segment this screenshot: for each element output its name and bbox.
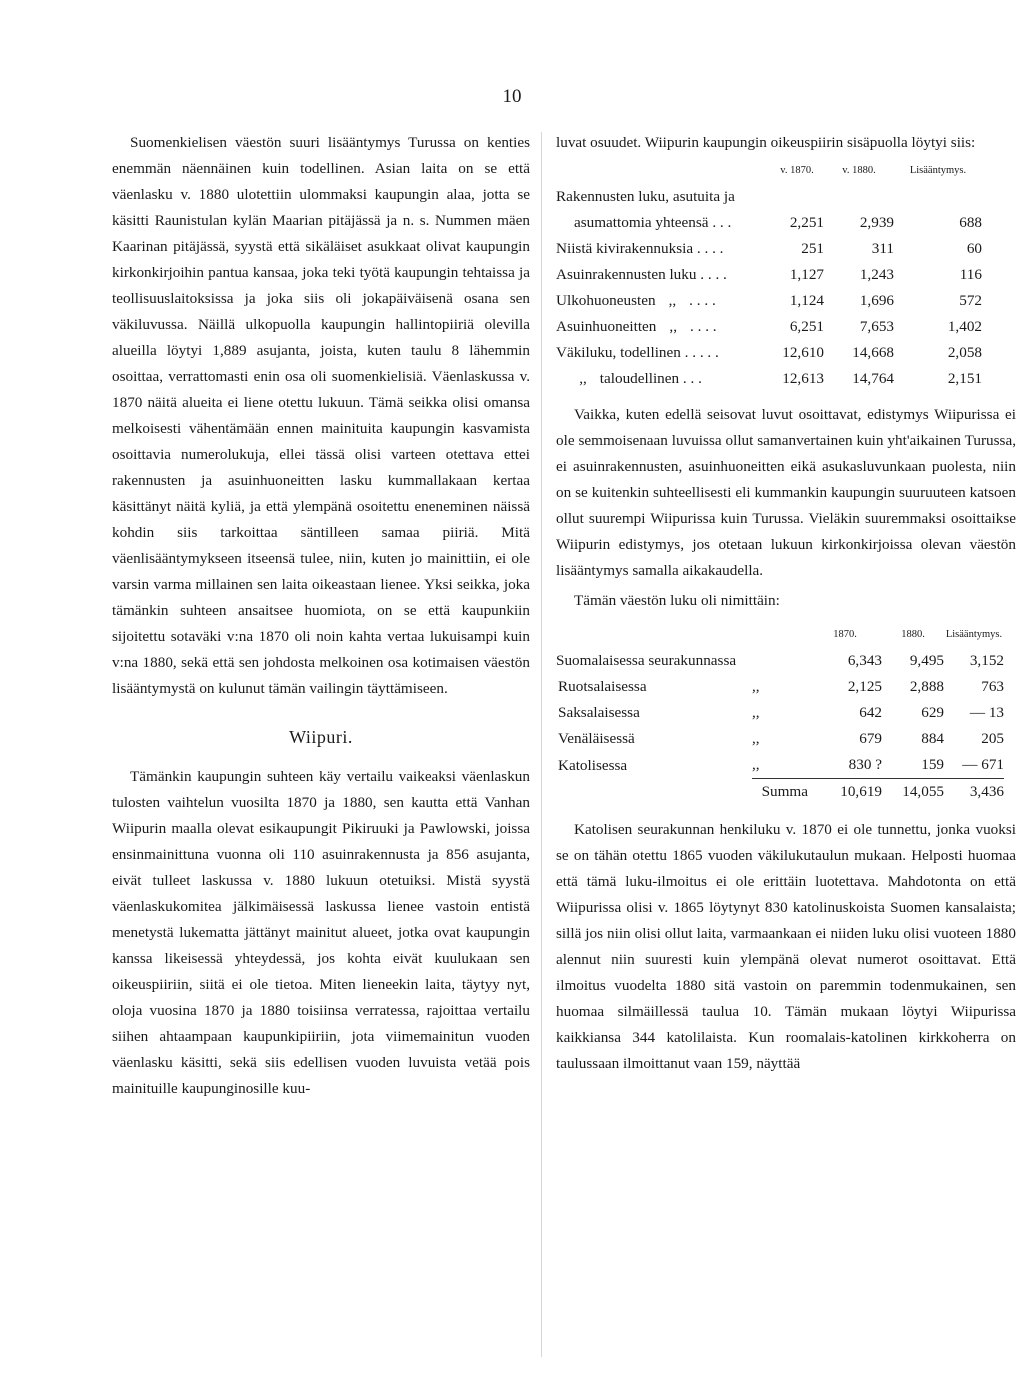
table-row (556, 236, 982, 262)
value-1880: 9,495 (909, 652, 944, 669)
column-header: v. 1880. (842, 165, 876, 176)
table-header-row (556, 158, 982, 184)
value-increase: 572 (959, 292, 982, 309)
value-1880: 1,696 (859, 292, 894, 309)
value-increase: 3,152 (969, 652, 1004, 669)
value-1870: 1,127 (789, 266, 824, 283)
section-heading-wiipuri: Wiipuri. (289, 727, 353, 747)
value-increase: 2,058 (947, 344, 982, 361)
table-sum-row (556, 779, 1004, 806)
sum-label: Summa (752, 779, 808, 806)
table-row (556, 700, 1004, 726)
value-1880: 159 (921, 756, 944, 773)
table-row (556, 366, 982, 392)
ditto-mark: ,, (752, 756, 760, 773)
column-header: Lisääntymys. (909, 165, 967, 176)
congregations-table (556, 622, 1004, 805)
ditto-mark: ,, (668, 292, 677, 309)
ditto-mark: ,, (752, 678, 760, 695)
table-row (556, 288, 982, 314)
value-1870: 679 (859, 730, 882, 747)
value-1870: 12,613 (782, 370, 824, 387)
right-column (556, 130, 1016, 1077)
value-1870: 251 (801, 240, 824, 257)
value-1870: 6,251 (789, 318, 824, 335)
value-increase: 688 (959, 214, 982, 231)
row-label: Ulkohuoneusten (556, 292, 656, 309)
table-row (556, 314, 982, 340)
column-header: 1880. (901, 629, 925, 640)
left-paragraph-1: Suomenkielisen väestön suuri lisääntymys Turussa on kenties enemmän näennäinen kuin todellinen. Asian laita on se että väenlasku v. 1880 ulotettiin ulommaksi kaupungin alaa, jotta se käsitti Raunistulan kylän Maarian pitäjässä ja n. s. Nummen mäen Kaarinan pitäjässä, syystä että sikäläiset asukkaat olivat kaupungin kirkonkirjoihin pantua kansaa, joka teki työtä kaupungin tehtaissa ja teollisuuslaitoksissa ja joka siis oli jokapäiväisenä osana sen väkiluvussa. Näillä ulkopuolla kaupungin hallintopiiriä olevilla alueilla löytyi 1,889 asujanta, joista, kuten taulu 8 lähemmin osoittaa, verrattomasti enin osa oli suomenkielisiä. Väenlaskussa v. 1870 näitä alueita ei liene otettu lukuun. Tämä seikka olisi omansa melkoisesti vähentämään ennen mainituita kaupungin kasvamista osoittavia numerolukuja, ellei tässä olisi varteen otettava ettei rakennusten ja asuinhuoneitten lasku kummallakaan kertaa käsittänyt näitä kyliä, ja että ylempänä osoitettu eneneminen näissä kohdin siis tarkoittaa säntilleen samaa piiriä. Mitä väenlisääntymykseen itseensä tulee, niin, kuten jo mainittiin, ei ole varsin varma millainen sen laita oikeastaan lienee. Yksi seikka, joka tämänkin suhteen ansaitsee huomiota, on se että kaupunkiin sijoitettu sotaväki v:na 1870 oli noin kahta vertaa lukuisampi kuin v:na 1880, sekä että sen johdosta melkoinen osa kotimaisen väestön lisääntymystä on kulunut tämän vailingin täyttämiseen. (112, 134, 530, 697)
right-paragraph-2: Tämän väestön luku oli nimittäin: (574, 592, 780, 609)
ditto-mark: ,, (752, 704, 760, 721)
row-label: Katolisessa (558, 756, 628, 774)
value-increase: 205 (981, 730, 1004, 747)
value-increase: 763 (981, 678, 1004, 695)
buildings-population-table (556, 158, 982, 392)
value-1870: 642 (859, 704, 882, 721)
table-row (556, 726, 1004, 752)
sum-increase: 3,436 (944, 779, 1004, 806)
value-increase: — 13 (969, 704, 1004, 721)
column-header: v. 1870. (780, 165, 814, 176)
value-increase: 1,402 (947, 318, 982, 335)
row-label: asumattomia yhteensä . . . (574, 214, 732, 231)
row-label: Rakennusten luku, asutuita ja (556, 188, 735, 205)
row-label: taloudellinen . . . (599, 370, 702, 387)
row-label: Asuinrakennusten luku . . . . (556, 266, 727, 283)
row-label: Ruotsalaisessa (558, 678, 647, 695)
left-paragraph-2: Tämänkin kaupungin suhteen käy vertailu vaikeaksi väenlaskun tulosten vaihtelun vuosilta 1870 ja 1880, sen kautta että Vanhan Wiipurin maalla olevat esikaupungit Pikiruuki ja Pawlowski, joissa ensinmainittuna vuonna oli 110 asuinrakennusta ja 856 asujanta, eivät tulleet laskussa v. 1880 lukuun otetuiksi. Mistä syystä väenlaskukomitea jälkimäisessä laskussa lienee vastoin entistä menetystä lukematta jättänyt mainitut alueet, jotka ovat kaupungin kanssa likeisessä yhteydessä, jos kohta eivät kuulukaan sen oikeuspiiriin, siitä ei ole tietoa. Miten lieneekin laita, täytyy nyt, oloja vuosina 1870 ja 1880 toisiinsa verratessa, rajoittaa vertailu siihen ahtaampaan kaupunkipiiriin, jota viimemainitun vuoden väenlasku käsitti, sekä siis edellisen vuoden luvuista vetää pois mainituille kaupunginosille kuu- (112, 768, 530, 1097)
table-row (556, 752, 1004, 779)
table-row (556, 262, 982, 288)
row-label-cell (556, 366, 770, 392)
table-row (556, 340, 982, 366)
table-header-row (556, 622, 1004, 648)
value-1870: 2,125 (847, 678, 882, 695)
row-label-cell (556, 288, 770, 314)
row-label: Asuinhuoneitten (556, 318, 657, 335)
value-1870: 2,251 (789, 214, 824, 231)
value-1880: 2,939 (859, 214, 894, 231)
value-1870: 12,610 (782, 344, 824, 361)
ditto-mark: ,, (579, 370, 587, 387)
value-1870: 1,124 (789, 292, 824, 309)
row-label-cell (556, 314, 770, 340)
row-label: Saksalaisessa (558, 704, 640, 721)
right-paragraph-3: Katolisen seurakunnan henkiluku v. 1870 ei ole tunnettu, jonka vuoksi se on tähän otettu 1865 vuoden väkilukutaulun mukaan. Helposti huomaa että tämä luku-ilmoitus ei ole erittäin luotettava. Mahdotonta on että Wiipurissa olisi v. 1865 löytynyt 830 katolinuskoista Suomen kansalaista; sillä jos niin olisi ollut laita, varmaankaan ei niiden luku olisi vuoteen 1880 alennut niin suuresti kuin ylempänä olevat numerot osoittavat. Että ilmoitus vuodelta 1880 sitä vastoin on paremmin todenmukainen, sen huomaa silmäillessä taulua 10. Tämän mukaan löytyi Wiipurissa kaikkiansa 344 katolilaista. Kun roomalais-katolinen kirkkoherra on taulussaan ilmoittanut vaan 159, näyttää (556, 821, 1016, 1072)
value-1880: 629 (921, 704, 944, 721)
value-1880: 884 (921, 730, 944, 747)
table-row (556, 674, 1004, 700)
leader-dots: . . . . (689, 292, 716, 309)
table-row (556, 210, 982, 236)
value-1870: 6,343 (847, 652, 882, 669)
value-increase: — 671 (962, 756, 1004, 773)
row-label: Suomalaisessa seurakunnassa (556, 652, 737, 669)
value-1870: 830 ? (848, 756, 882, 773)
column-header: Lisääntymys. (945, 629, 1003, 640)
row-label: Niistä kivirakennuksia . . . . (556, 240, 724, 257)
value-1880: 14,668 (852, 344, 894, 361)
leader-dots: . . . . (690, 318, 717, 335)
value-increase: 60 (966, 240, 982, 257)
value-increase: 2,151 (947, 370, 982, 387)
value-1880: 2,888 (909, 678, 944, 695)
value-1880: 1,243 (859, 266, 894, 283)
sum-1880: 14,055 (882, 779, 944, 806)
value-1880: 311 (871, 240, 894, 257)
table-row (556, 184, 982, 210)
value-1880: 7,653 (859, 318, 894, 335)
column-divider (541, 132, 542, 1357)
column-header: 1870. (833, 629, 857, 640)
ditto-mark: ,, (752, 730, 760, 747)
sum-1870: 10,619 (808, 779, 882, 806)
left-column (112, 130, 530, 1102)
row-label: Väkiluku, todellinen . . . . . (556, 344, 719, 361)
right-paragraph-1: Vaikka, kuten edellä seisovat luvut osoittavat, edistymys Wiipurissa ei ole semmoisenaan luvuissa ollut samanvertainen kuin yht'aikainen Turussa, ei asuinrakennusten, asuinhuoneitten eikä asukasluvunkaan puolesta, niin on se kuitenkin suhteellisesti eli kummankin kaupungin suuruuteen katsoen ollut suurempi Wiipurissa kuin Turussa. Vieläkin suuremmaksi osoittaikse Wiipurin edistymys, jos otetaan lukuun kirkonkirjoissa olevan väestön lisääntymys samalla aikakaudella. (556, 406, 1016, 579)
value-increase: 116 (959, 266, 982, 283)
table-row (556, 648, 1004, 674)
page-number: 10 (502, 86, 522, 107)
row-label: Venäläisessä (558, 730, 635, 747)
right-intro: luvat osuudet. Wiipurin kaupungin oikeuspiirin sisäpuolla löytyi siis: (556, 134, 976, 151)
ditto-mark: ,, (669, 318, 677, 335)
value-1880: 14,764 (852, 370, 894, 387)
